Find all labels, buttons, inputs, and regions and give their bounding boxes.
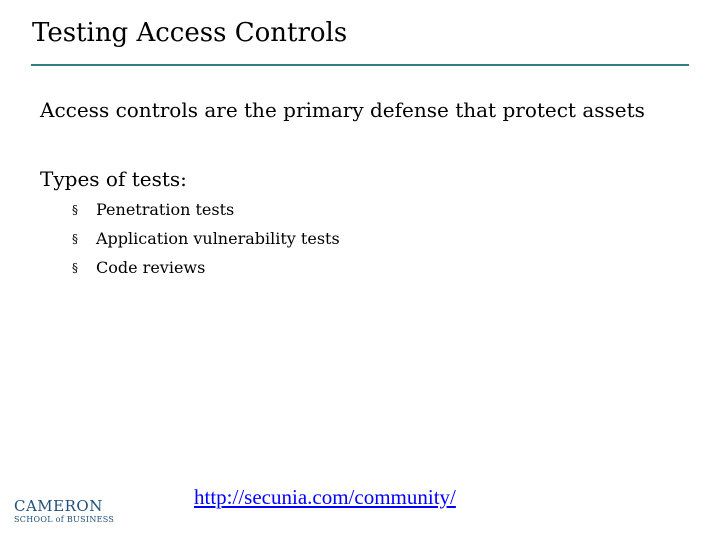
bullet-icon: § (72, 261, 78, 275)
cameron-logo (14, 498, 114, 530)
secunia-community-link[interactable]: http://secunia.com/community/ (194, 485, 456, 509)
bullet-text: Code reviews (96, 258, 206, 277)
test-types-list (72, 198, 340, 285)
logo-name: CAMERON (14, 497, 103, 515)
slide-title: Testing Access Controls (32, 18, 348, 48)
bullet-icon: § (72, 232, 78, 246)
bullet-icon: § (72, 203, 78, 217)
list-item (72, 256, 340, 285)
bullet-text: Application vulnerability tests (96, 229, 340, 248)
bullet-text: Penetration tests (96, 200, 235, 219)
logo-subtitle: SCHOOL of BUSINESS (14, 515, 115, 524)
title-divider (31, 64, 689, 66)
list-item (72, 198, 340, 227)
intro-text: Access controls are the primary defense that protect assets (40, 98, 645, 122)
list-item (72, 227, 340, 256)
types-heading: Types of tests: (40, 167, 187, 191)
